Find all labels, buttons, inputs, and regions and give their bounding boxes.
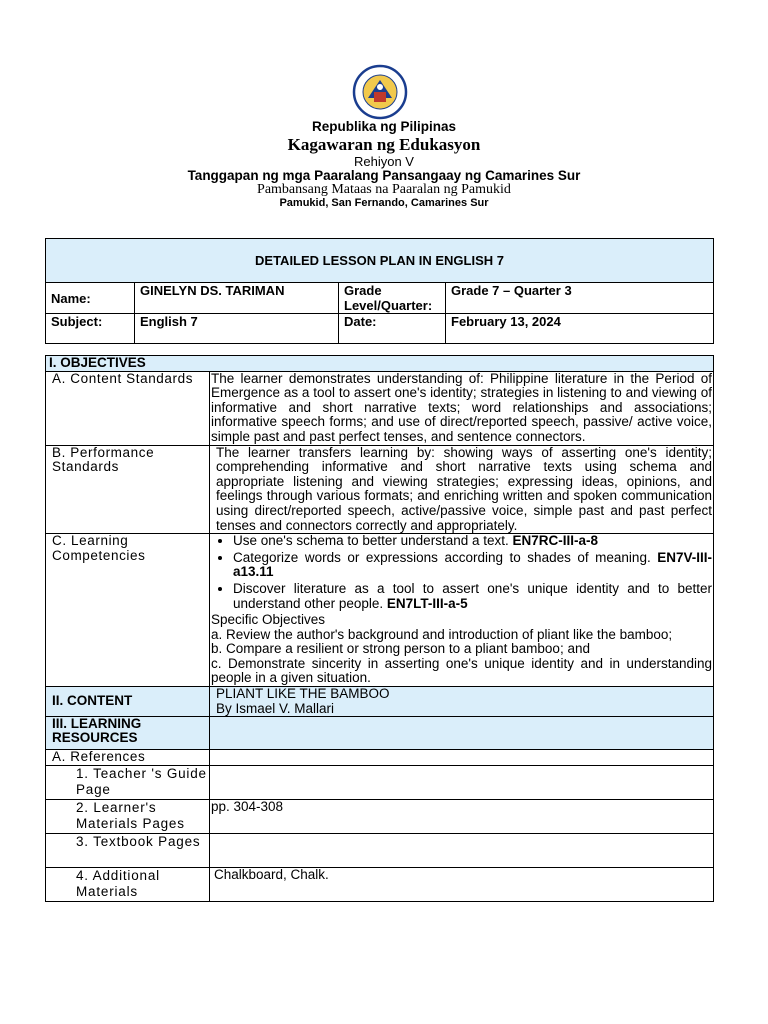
specific-objective-c: c. Demonstrate sincerity in asserting one's unique identity and in understanding people in a given situation. bbox=[211, 655, 712, 686]
division-line: Tanggapan ng mga Paaralang Pansangaay ng Camarines Sur bbox=[187, 168, 581, 183]
subject-label: Subject: bbox=[46, 314, 135, 344]
department-line: Kagawaran ng Edukasyon bbox=[287, 135, 481, 154]
competency-code: EN7RC-III-a-8 bbox=[512, 533, 599, 549]
additional-materials-label: 4. Additional Materials bbox=[46, 867, 210, 901]
learners-materials-label: 2. Learner's Materials Pages bbox=[46, 799, 210, 833]
specific-objectives-heading: Specific Objectives bbox=[211, 612, 326, 628]
name-value: GINELYN DS. TARIMAN bbox=[135, 283, 339, 314]
specific-objective-b: b. Compare a resilient or strong person to a pliant bamboo; and bbox=[211, 641, 590, 657]
content-author: By Ismael V. Mallari bbox=[216, 700, 335, 716]
subject-value: English 7 bbox=[135, 314, 339, 344]
performance-standards-text: The learner transfers learning by: showing ways of asserting one's identity; comprehending informative and short narrative texts using schema and appropriate listening and viewing strategies; expressing ideas, opinions, and feelings through various formats; and enriching written and spoken communication using direct/reported speech, active/passive voice, simple past and past perfect tenses and connectors correctly and appropriately. bbox=[210, 445, 714, 534]
date-value: February 13, 2024 bbox=[446, 314, 714, 344]
learners-materials-value: pp. 304-308 bbox=[210, 799, 714, 833]
content-heading: II. CONTENT bbox=[46, 687, 210, 717]
republic-line: Republika ng Pilipinas bbox=[311, 119, 457, 134]
objectives-heading: I. OBJECTIVES bbox=[46, 356, 714, 372]
textbook-pages-label: 3. Textbook Pages bbox=[46, 833, 210, 867]
performance-standards-label: B. Performance Standards bbox=[46, 445, 210, 534]
content-title: PLIANT LIKE THE BAMBOO bbox=[216, 686, 390, 702]
competency-item: • Discover literature as a tool to assert one's unique identity and to better understand other people. EN7LT-III-a-5 bbox=[233, 582, 712, 611]
grade-value: Grade 7 – Quarter 3 bbox=[446, 283, 714, 314]
competency-code: EN7V-III-a13.11 bbox=[233, 549, 712, 580]
grade-label: Grade Level/Quarter: bbox=[339, 283, 446, 314]
content-standards-label: A. Content Standards bbox=[46, 371, 210, 445]
references-label: A. References bbox=[46, 750, 210, 766]
textbook-pages-value bbox=[210, 833, 714, 867]
learning-competencies-label: C. Learning Competencies bbox=[46, 534, 210, 687]
school-line: Pambansang Mataas na Paaralan ng Pamukid bbox=[257, 182, 511, 197]
teachers-guide-label: 1. Teacher 's Guide Page bbox=[46, 765, 210, 799]
region-line: Rehiyon V bbox=[354, 154, 414, 169]
learning-competencies-cell bbox=[210, 534, 714, 687]
competency-item: • Categorize words or expressions according to shades of meaning. EN7V-III-a13.11 bbox=[233, 551, 712, 580]
specific-objective-a: a. Review the author's background and introduction of pliant like the bamboo; bbox=[211, 626, 673, 642]
resources-heading: III. LEARNING RESOURCES bbox=[46, 717, 210, 750]
teachers-guide-value bbox=[210, 765, 714, 799]
competency-code: EN7LT-III-a-5 bbox=[386, 595, 468, 611]
address-line: Pamukid, San Fernando, Camarines Sur bbox=[279, 197, 489, 209]
competency-item: • Use one's schema to better understand a text. EN7RC-III-a-8 bbox=[233, 534, 712, 549]
lesson-plan-table bbox=[45, 355, 714, 902]
content-cell bbox=[210, 687, 714, 717]
lesson-info-table bbox=[45, 238, 714, 344]
name-label: Name: bbox=[46, 283, 135, 314]
additional-materials-value: Chalkboard, Chalk. bbox=[210, 867, 714, 901]
date-label: Date: bbox=[339, 314, 446, 344]
deped-seal-logo bbox=[340, 64, 420, 120]
competency-list bbox=[211, 534, 712, 611]
lesson-plan-title: DETAILED LESSON PLAN IN ENGLISH 7 bbox=[46, 239, 714, 283]
content-standards-text: The learner demonstrates understanding of: Philippine literature in the Period of Emergence as a tool to assert one's identity; strategies in listening to and viewing of informative and short narrative texts; word relationships and associations; informative speech forms; and use of direct/reported speech, passive/ active voice, simple past and past perfect tenses, and sentence connectors. bbox=[211, 370, 712, 444]
